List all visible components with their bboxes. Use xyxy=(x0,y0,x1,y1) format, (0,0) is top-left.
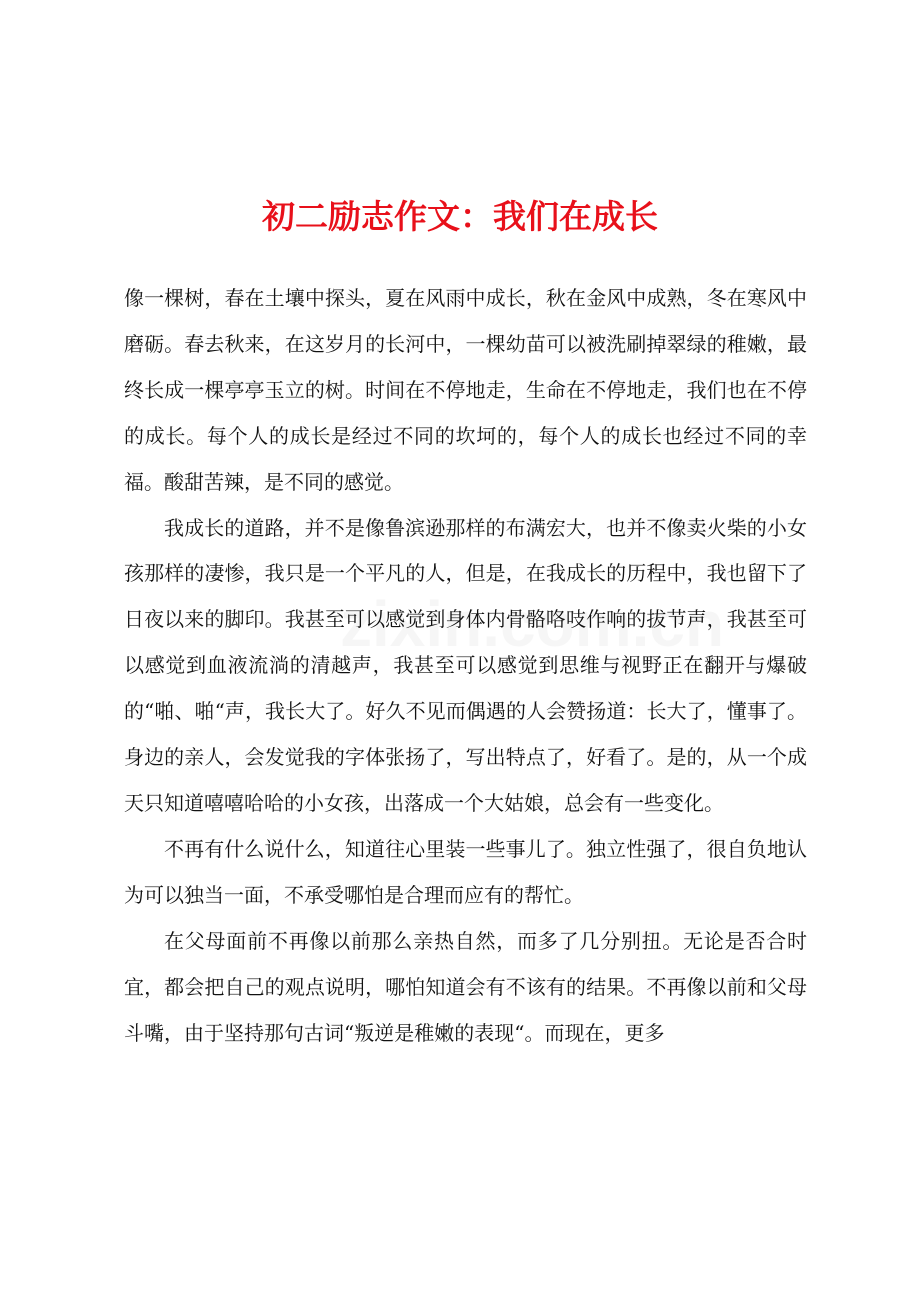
paragraph-2: 我成长的道路，并不是像鲁滨逊那样的布满宏大，也并不像卖火柴的小女孩那样的凄惨，我只是一个平凡的人，但是，在我成长的历程中，我也留下了日夜以来的脚印。我甚至可以感觉到身体内骨骼咯吱作响的拔节声，我甚至可以感觉到血液流淌的清越声，我甚至可以感觉到思维与视野正在翻开与爆破的“啪、啪“声，我长大了。好久不见而偶遇的人会赞扬道：长大了，懂事了。身边的亲人，会发觉我的字体张扬了，写出特点了，好看了。是的，从一个成天只知道嘻嘻哈哈的小女孩，出落成一个大姑娘，总会有一些变化。 xyxy=(124,515,807,815)
paragraph-3: 不再有什么说什么，知道往心里装一些事儿了。独立性强了，很自负地认为可以独当一面，不承受哪怕是合理而应有的帮忙。 xyxy=(124,836,807,907)
document-body xyxy=(124,276,807,1056)
paragraph-1: 像一棵树，春在土壤中探头，夏在风雨中成长，秋在金风中成熟，冬在寒风中磨砺。春去秋来，在这岁月的长河中，一棵幼苗可以被洗刷掉翠绿的稚嫩，最终长成一棵亭亭玉立的树。时间在不停地走，生命在不停地走，我们也在不停的成长。每个人的成长是经过不同的坎坷的，每个人的成长也经过不同的幸福。酸甜苦辣，是不同的感觉。 xyxy=(124,286,807,494)
document-title: 初二励志作文：我们在成长 xyxy=(262,197,658,236)
paragraph-4: 在父母面前不再像以前那么亲热自然，而多了几分别扭。无论是否合时宜，都会把自己的观点说明，哪怕知道会有不该有的结果。不再像以前和父母斗嘴，由于坚持那句古词“叛逆是稚嫩的表现“。而现在，更多 xyxy=(124,928,807,1045)
